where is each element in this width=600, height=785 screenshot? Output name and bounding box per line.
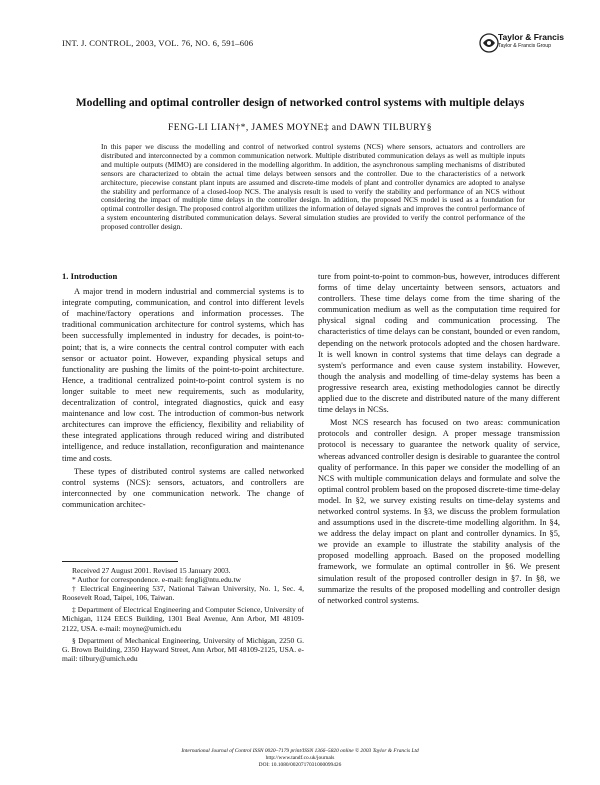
publisher-name: Taylor & Francis bbox=[498, 32, 564, 42]
section-heading: 1. Introduction bbox=[62, 271, 118, 281]
publisher-group: Taylor & Francis Group bbox=[498, 43, 552, 49]
paragraph: ture from point-to-point to common-bus, however, introduces different forms of time delay uncertainty between sensors, actuators and controllers. These time delays come from the time sharing of the communication medium as well as the computation time required for physical signal coding and communication processing. The characteristics of time delays can be constant, bounded or even random, depending on the network protocols adopted and the chosen hardware. It is well known in control systems that time delays can degrade a system's performance and even cause system instability. However, though the analysis and modelling of time-delay systems has been a progressive research area, existing methodologies cannot be directly applied due to the discrete and distributed nature of the many different time delays in NCSs. bbox=[318, 272, 560, 415]
footnote: * Author for correspondence. e-mail: fengli@ntu.edu.tw bbox=[72, 575, 241, 585]
journal-header: INT. J. CONTROL, 2003, VOL. 76, NO. 6, 591–606 bbox=[62, 38, 254, 48]
paragraph: A major trend in modern industrial and commercial systems is to integrate computing, communication, and control into different levels of machine/factory operations and information processes. The traditional communication architecture for control systems, which has been successfully implemented in industry for decades, is point-to-point; that is, a wire connects the central control computer with each sensor or actuator point. However, expanding physical setups and functionality are pushing the limits of the point-to-point architecture. Hence, a traditional centralized point-to-point control system is no longer suitable to meet new requirements, such as modularity, decentralization of control, integrated diagnostics, quick and easy maintenance and low cost. The introduction of common-bus network architectures can improve the efficiency, flexibility and reliability of these integrated applications through reduced wiring and distributed intelligence, and reduce installation, reconfiguration and maintenance time and costs. bbox=[62, 287, 304, 463]
footnotes bbox=[62, 566, 304, 663]
left-column bbox=[62, 271, 304, 510]
paper-title: Modelling and optimal controller design of networked control systems with multiple delays bbox=[75, 96, 525, 109]
footer-url: http://www.tandf.co.uk/journals bbox=[265, 755, 335, 761]
footer-doi: DOI: 10.1080/0020717031000099426 bbox=[258, 762, 342, 768]
page-footer bbox=[0, 748, 600, 769]
footnote: ‡ Department of Electrical Engineering and Computer Science, University of Michigan, 1124 EECS Building, 1301 Beal Avenue, Ann Arbor, MI 48109-2122, USA. e-mail: moyne@umich.edu bbox=[62, 605, 304, 633]
paragraph: Most NCS research has focused on two areas: communication protocols and controller design. A proper message transmission protocol is necessary to guarantee the network quality of service, whereas advanced controller design is desirable to guarantee the control quality of performance. In this paper we consider the modelling of an NCS with multiple communication delays and formulate and solve the optimal control problem based on the proposed discrete-time time-delay model. In §2, we survey existing results on time-delay systems and networked control systems. In §3, we discuss the problem formulation and assumptions used in the discrete-time modelling algorithm. In §4, we address the delay impact on plant and controller dynamics. In §5, we provide an example to illustrate the stability analysis of the proposed modelling approach. Based on the proposed modelling framework, we formulate an optimal controller in §6. We present simulation result of the proposed controller design in §7. In §8, we summarize the results of the proposed modelling and controller design of networked control systems. bbox=[318, 418, 560, 605]
right-column bbox=[318, 271, 560, 606]
footnote: † Electrical Engineering 537, National Taiwan University, No. 1, Sec. 4, Roosevelt Road, Taipei, 106, Taiwan. bbox=[62, 584, 304, 603]
paragraph: These types of distributed control systems are called networked control systems (NCS): sensors, actuators, and controllers are interconnected by one communication network. The change of communication architec- bbox=[62, 466, 304, 509]
footer-citation: International Journal of Control ISSN 0020–7179 print/ISSN 1366–5820 online © 2003 Taylor & Francis Ltd bbox=[181, 748, 419, 754]
abstract: In this paper we discuss the modelling and control of networked control systems (NCS) where sensors, actuators and controllers are distributed and interconnected by a common communication network. Multiple distributed communication delays as well as multiple inputs and multiple outputs (MIMO) are considered in the modelling algorithm. In addition, the asynchronous sampling mechanisms of distributed sensors are characterized to obtain the actual time delays between sensors and the controller. Due to the characteristics of a network architecture, piecewise constant plant inputs are assumed and discrete-time models of plant and controller dynamics are adopted to analyse the stability and performance of a closed-loop NCS. The analysis result is used to verify the stability and performance of an NCS without considering the impact of multiple time delays in the controller design. In addition, the proposed NCS model is used as a foundation for optimal controller design. The proposed control algorithm utilizes the information of delayed signals and improves the control performance of a system encountering distributed communication delays. Several simulation studies are provided to verify the control performance of the proposed controller design. bbox=[101, 142, 525, 232]
footnote: Received 27 August 2001. Revised 15 January 2003. bbox=[72, 566, 231, 575]
author-list: FENG-LI LIAN†*, JAMES MOYNE‡ and DAWN TILBURY§ bbox=[168, 122, 432, 133]
footnote-divider bbox=[62, 561, 178, 562]
footnote: § Department of Mechanical Engineering, University of Michigan, 2250 G. G. Brown Building, 2350 Hayward Street, Ann Arbor, MI 48109-2125, USA. e-mail: tilbury@umich.edu bbox=[62, 635, 304, 663]
